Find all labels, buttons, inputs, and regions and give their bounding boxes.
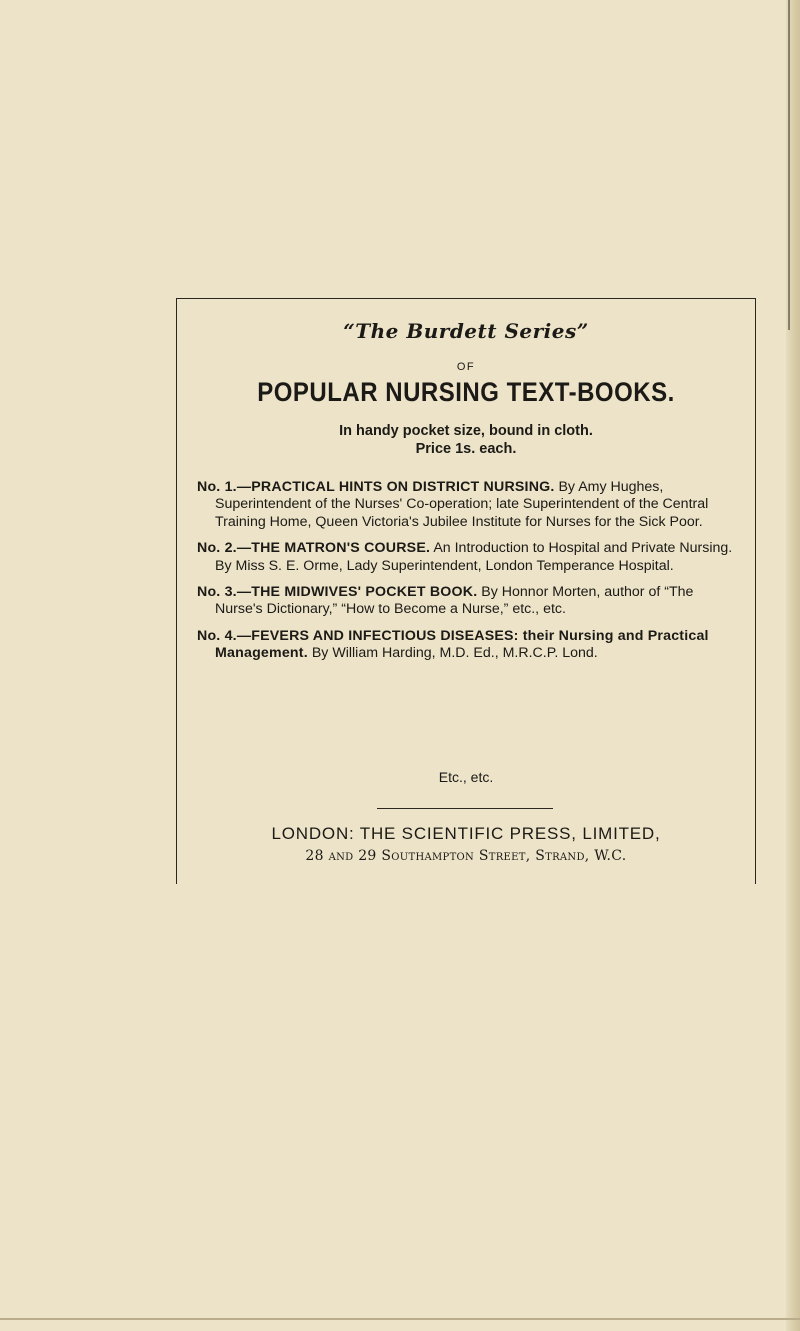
book-list — [197, 479, 733, 672]
page-edge-shadow — [788, 0, 790, 330]
book-heading: No. 3.—THE MIDWIVES' POCKET BOOK. — [197, 584, 478, 601]
book-description: An Introduction to Hospital and Private Nursing. By Miss S. E. Orme, Lady Superintendent, London Temperance Hospital. — [215, 540, 733, 574]
divider-rule — [377, 808, 553, 809]
subtitle — [177, 422, 755, 458]
series-title: “The Burdett Series” — [343, 319, 589, 343]
book-heading: No. 1.—PRACTICAL HINTS ON DISTRICT NURSING. — [197, 479, 555, 495]
publisher-line: LONDON: THE SCIENTIFIC PRESS, LIMITED, — [271, 824, 661, 843]
subtitle-line-2: Price 1s. each. — [415, 441, 517, 457]
book-description: By Amy Hughes, Superintendent of the Nurses' Co-operation; late Superintendent of the Central Training Home, Queen Victoria's Jubilee Institute for Nurses for the Sick Poor. — [215, 479, 709, 530]
advertisement-box — [176, 298, 756, 884]
etc-text: Etc., etc. — [438, 769, 494, 785]
book-description: By Honnor Morten, author of “The Nurse's Dictionary,” “How to Become a Nurse,” etc., etc. — [215, 584, 694, 618]
book-description: By William Harding, M.D. Ed., M.R.C.P. Lond. — [307, 645, 598, 662]
book-entry-3 — [197, 584, 733, 619]
of-label: OF — [456, 361, 476, 373]
book-entry-1 — [197, 479, 733, 531]
main-title: POPULAR NURSING TEXT-BOOKS. — [257, 377, 675, 408]
bottom-edge — [0, 1318, 800, 1320]
book-entry-2 — [197, 540, 733, 575]
book-heading: No. 2.—THE MATRON'S COURSE. — [197, 540, 431, 557]
subtitle-line-1: In handy pocket size, bound in cloth. — [339, 423, 593, 439]
book-heading: No. 4.—FEVERS AND INFECTIOUS DISEASES: their Nursing and Practical Management. — [197, 627, 709, 662]
publisher-address: 28 and 29 Southampton Street, Strand, W.C. — [305, 848, 627, 864]
book-entry-4 — [197, 628, 733, 663]
